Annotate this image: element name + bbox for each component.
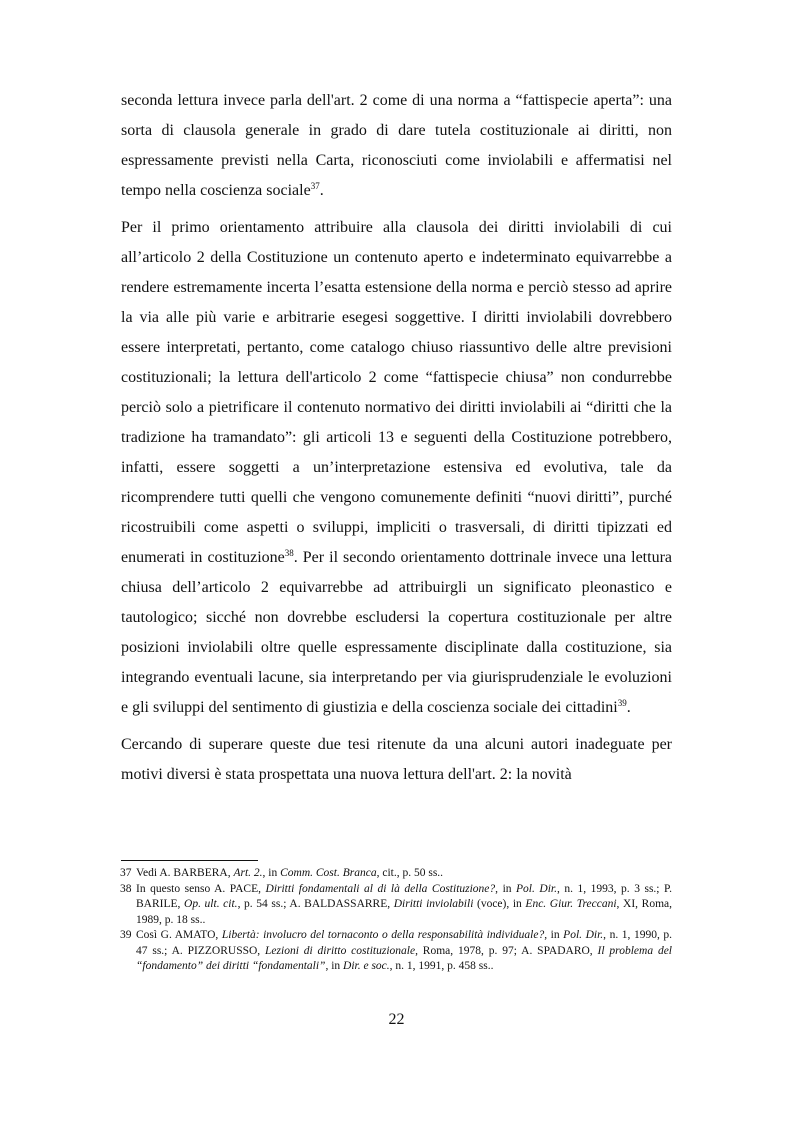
italic-text: Pol. Dir.	[563, 929, 604, 941]
footnote-reference: 39	[617, 698, 627, 708]
page-number: 22	[388, 1011, 405, 1028]
footnote-number: 39	[120, 929, 132, 941]
footnote-reference: 38	[284, 548, 294, 558]
italic-text: Diritti fondamentali al di là della Costituzione?	[265, 882, 496, 895]
italic-text: Lezioni di diritto costituzionale	[265, 944, 416, 957]
footnote	[121, 882, 672, 929]
italic-text: Il problema del “fondamento” dei diritti “fondamentali”	[136, 944, 672, 972]
footnote-number: 38	[120, 882, 132, 895]
footnote	[121, 866, 672, 882]
italic-text: Dir. e soc.	[343, 960, 390, 972]
italic-text: Libertà: involucro del tornaconto o della responsabilità individuale?	[221, 929, 545, 941]
paragraph: Cercando di superare queste due tesi ritenute da una alcuni autori inadeguate per motivi diversi è stata prospettata una nuova lettura dell'art. 2: la novità	[121, 736, 672, 783]
footnote-separator	[121, 860, 258, 861]
italic-text: Enc. Giur. Treccani	[525, 898, 617, 910]
footnote-number: 37	[120, 867, 132, 879]
main-text	[121, 86, 672, 790]
footnote-text: Vedi A. BARBERA, Art. 2., in Comm. Cost. Branca, cit., p. 50 ss..	[136, 867, 444, 879]
footnote	[121, 928, 672, 975]
italic-text: Pol. Dir.	[516, 882, 557, 895]
footnote-text: Così G. AMATO, Libertà: involucro del tornaconto o della responsabilità individuale?, in Pol. Dir., n. 1, 1990, p. 47 ss.; A. PIZZORUSSO, Lezioni di diritto costituzionale, Roma, 1978, p. 97; A. SPADARO, Il problema del “fondamento” dei diritti “fondamentali”, in Dir. e soc., n. 1, 1991, p. 458 ss..	[136, 929, 673, 972]
footnote-text: In questo senso A. PACE, Diritti fondamentali al di là della Costituzione?, in Pol. Dir., n. 1, 1993, p. 3 ss.; P. BARILE, Op. ult. cit., p. 54 ss.; A. BALDASSARRE, Diritti inviolabili (voce), in Enc. Giur. Treccani, XI, Roma, 1989, p. 18 ss..	[136, 882, 673, 926]
italic-text: Diritti inviolabili	[393, 898, 474, 910]
italic-text: Comm. Cost. Branca	[280, 867, 377, 879]
footnotes	[121, 860, 672, 975]
italic-text: Art. 2.	[233, 867, 263, 879]
footnote-reference: 37	[310, 181, 320, 191]
paragraph: Per il primo orientamento attribuire alla clausola dei diritti inviolabili di cui all’articolo 2 della Costituzione un contenuto aperto e indeterminato equivarrebbe a rendere estremamente incerta l’esatta estensione della norma e perciò stesso ad aprire la via alle più varie e arbitrarie esegesi soggettive. I diritti inviolabili dovrebbero essere interpretati, pertanto, come catalogo chiuso riassuntivo delle altre previsioni costituzionali; la lettura dell'articolo 2 come “fattispecie chiusa” non condurrebbe perciò solo a pietrificare il contenuto normativo dei diritti inviolabili ai “diritti che la tradizione ha tramandato”: gli articoli 13 e seguenti della Costituzione potrebbero, infatti, essere soggetti a un’interpretazione estensiva ed evolutiva, tale da ricomprendere tutti quelli che vengono comunemente definiti “nuovi diritti”, purché ricostruibili come aspetti o sviluppi, impliciti o trasversali, di diritti tipizzati ed enumerati in costituzione$^{38}$. Per il secondo orientamento dottrinale invece una lettura chiusa dell’articolo 2 equivarrebbe ad attribuirgli un significato pleonastico e tautologico; sicché non dovrebbe escludersi la copertura costituzionale per altre posizioni inviolabili oltre quelle espressamente disciplinate dalla costituzione, sia integrando eventuali lacune, sia interpretando per via giurisprudenziale le evoluzioni e gli sviluppi del sentimento di giustizia e della coscienza sociale dei cittadini$^{39}$.	[121, 219, 672, 716]
paragraph: seconda lettura invece parla dell'art. 2 come di una norma a “fattispecie aperta”: una sorta di clausola generale in grado di dare tutela costituzionale ai diritti, non espressamente previsti nella Carta, riconosciuti come inviolabili e affermatisi nel tempo nella coscienza sociale$^{37}$.	[121, 92, 672, 199]
italic-text: Op. ult. cit.	[184, 898, 238, 910]
